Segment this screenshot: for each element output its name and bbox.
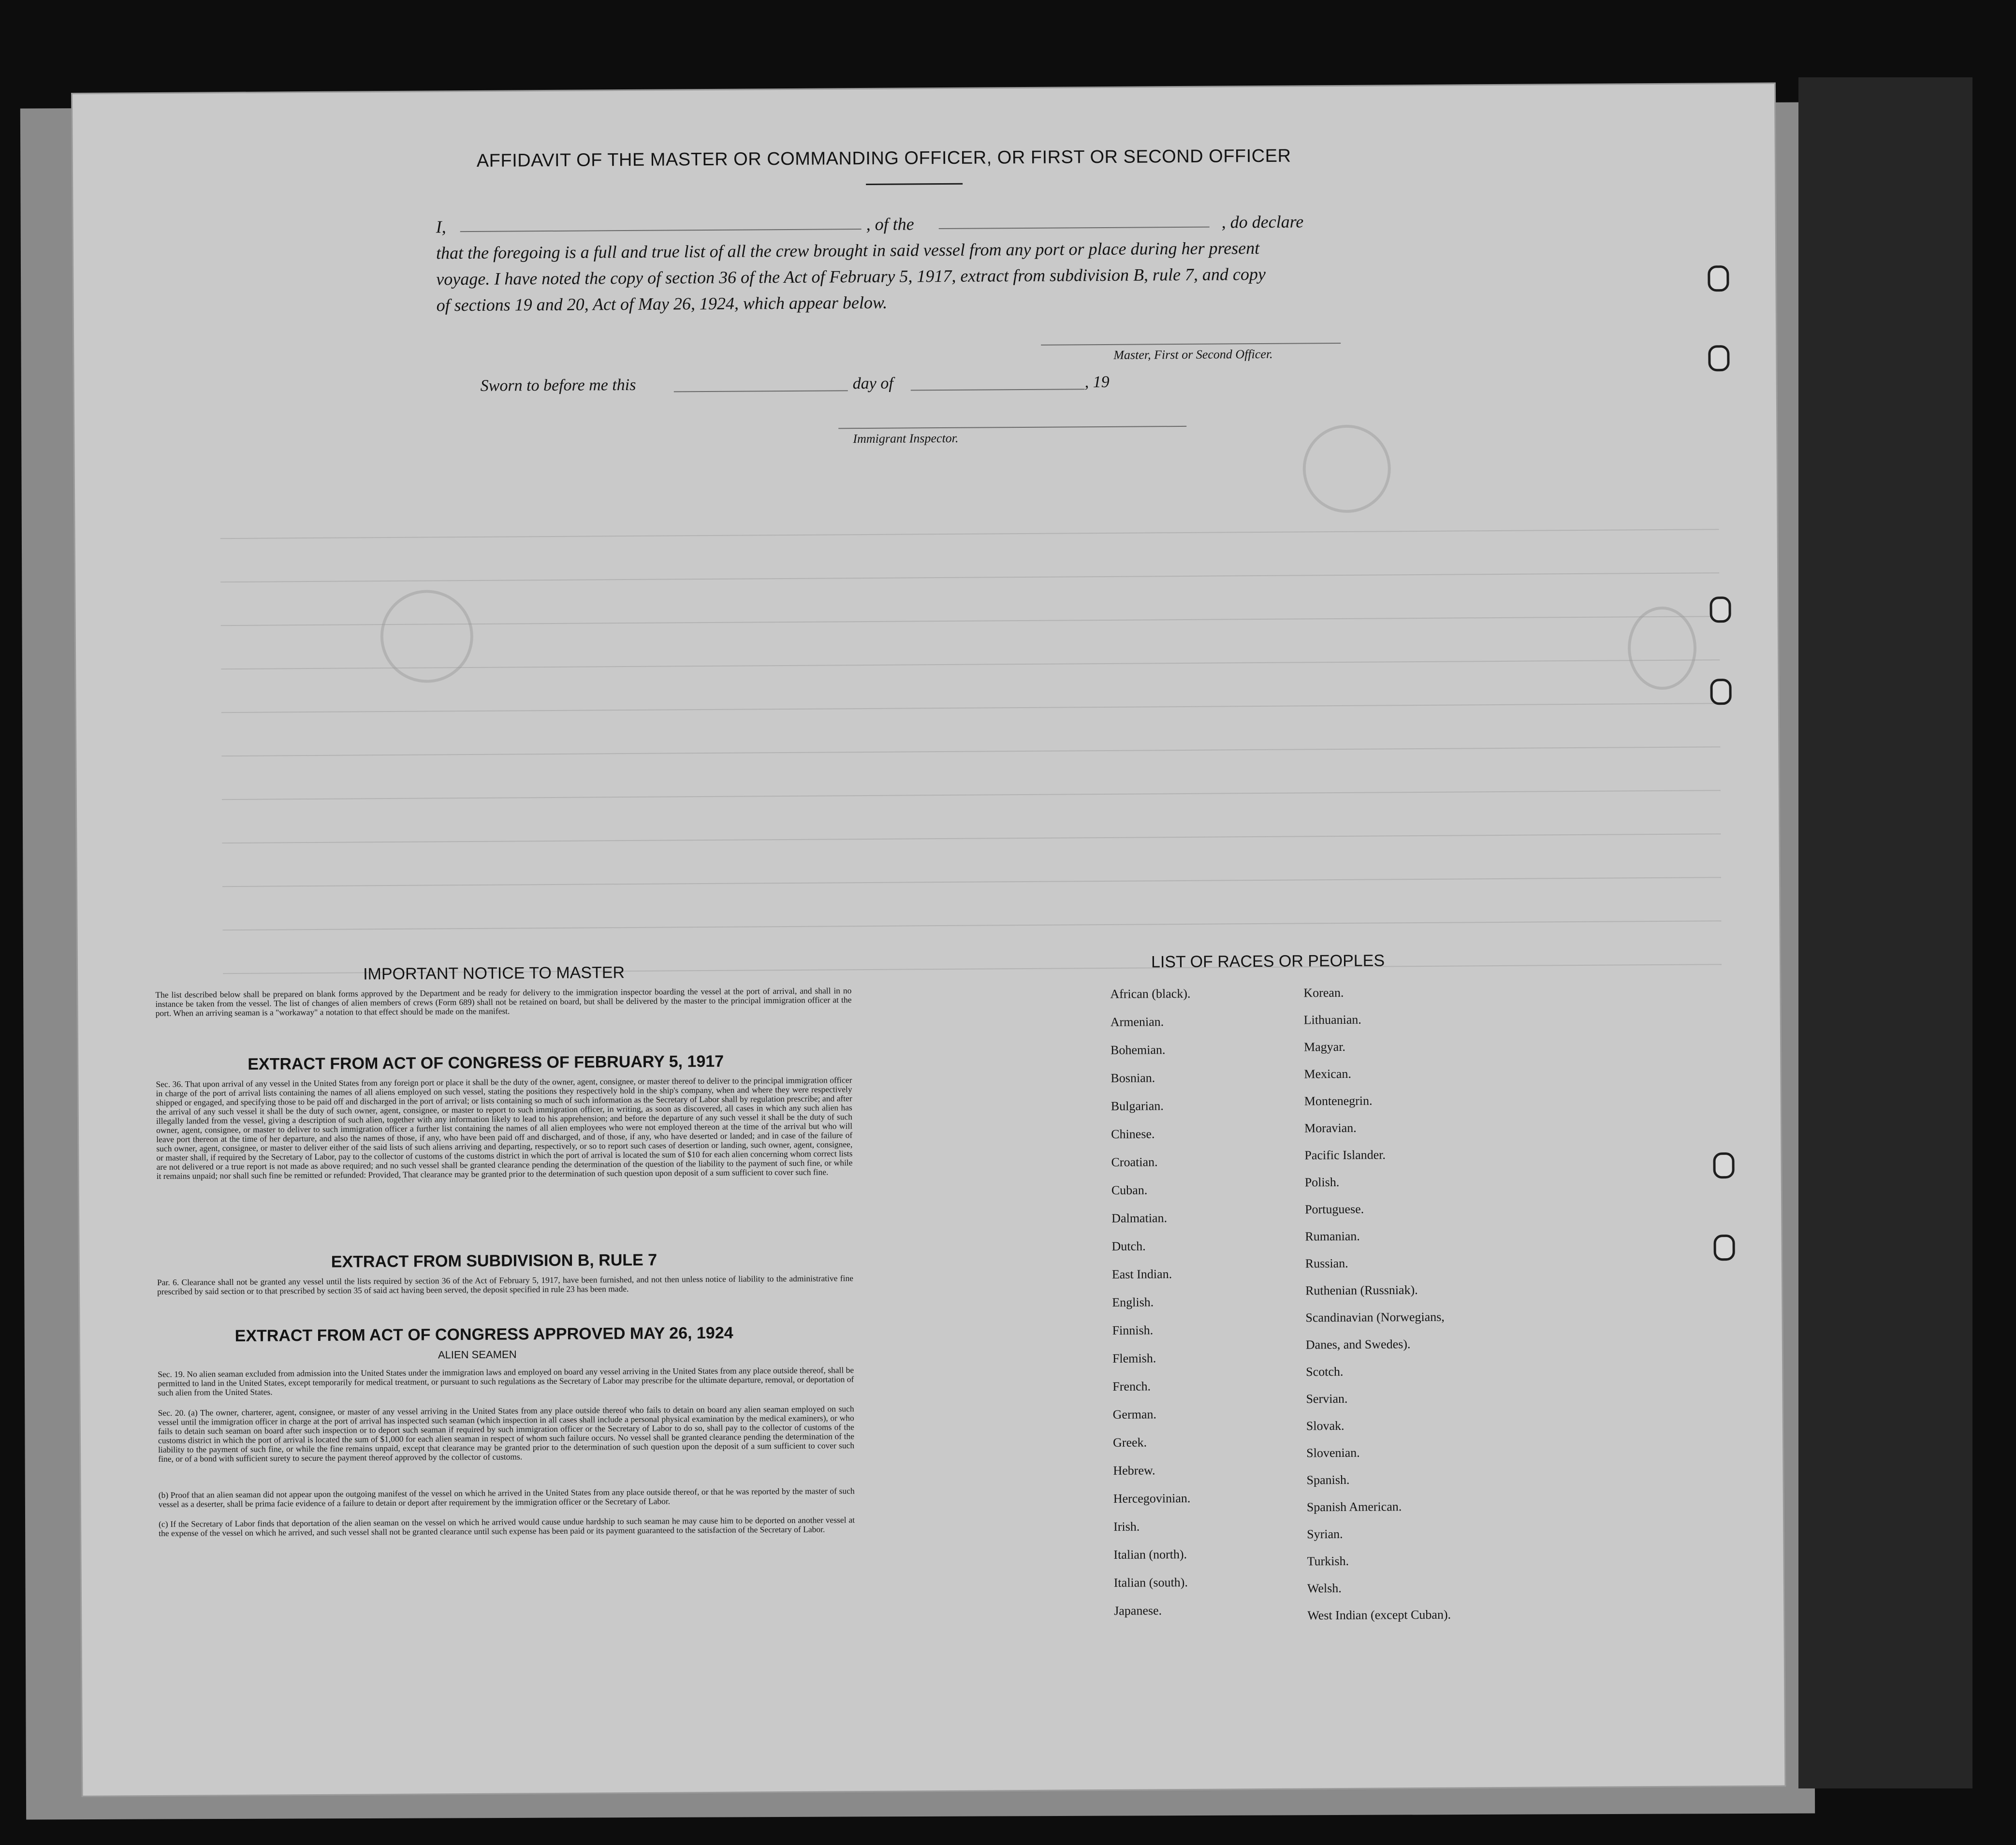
- inspector-label: Immigrant Inspector.: [853, 431, 959, 446]
- race-item: Italian (south).: [1113, 1575, 1188, 1590]
- punch-hole: [1713, 1152, 1734, 1178]
- bleed-rule: [221, 746, 1720, 756]
- race-item: Lithuanian.: [1303, 1012, 1361, 1027]
- race-item: Montenegrin.: [1304, 1093, 1373, 1108]
- bleed-rule: [222, 790, 1721, 800]
- race-item: Japanese.: [1114, 1603, 1162, 1618]
- race-item: Cuban.: [1111, 1183, 1148, 1197]
- race-item: Pacific Islander.: [1304, 1148, 1386, 1162]
- extract-1924-sec19: Sec. 19. No alien seaman excluded from admission into the United States under the immigration laws and employed on board any vessel arriving in the United States from any place outside thereof, shall be permitted to land in the United States, except temporarily for medical treatment, or pursuant to such regulations as the Secretary of Labor may prescribe for the ultimate departure, removal, or deportation of such alien from the United States.: [158, 1365, 854, 1397]
- race-item: Croatian.: [1111, 1155, 1158, 1169]
- race-item: Finnish.: [1112, 1323, 1154, 1337]
- rule7-heading: EXTRACT FROM SUBDIVISION B, RULE 7: [331, 1250, 657, 1271]
- race-item: Ruthenian (Russniak).: [1305, 1283, 1418, 1298]
- month-blank: [911, 389, 1085, 391]
- sworn-text: Sworn to before me this: [480, 376, 636, 395]
- scan-background-strip: [1798, 77, 1972, 1788]
- extract-1924-heading: EXTRACT FROM ACT OF CONGRESS APPROVED MAY 26, 1924: [234, 1323, 733, 1345]
- affidavit-title: AFFIDAVIT OF THE MASTER OR COMMANDING OFFICER, OR FIRST OR SECOND OFFICER: [476, 145, 1291, 171]
- race-item: Bosnian.: [1110, 1071, 1155, 1085]
- bleed-rule: [222, 833, 1721, 843]
- punch-hole: [1713, 1235, 1735, 1261]
- race-item: Flemish.: [1112, 1351, 1156, 1366]
- affidavit-line3: voyage. I have noted the copy of section 36 of the Act of February 5, 1917, extract from subdivision B, rule 7, and copy: [436, 264, 1266, 289]
- bleed-stamp: [1302, 424, 1391, 513]
- affidavit-line2: that the foregoing is a full and true list of all the crew brought in said vessel from any port or place during her present: [436, 238, 1260, 263]
- alien-seamen-subheading: ALIEN SEAMEN: [438, 1348, 517, 1361]
- title-rule: [866, 183, 963, 185]
- notice-heading: IMPORTANT NOTICE TO MASTER: [363, 963, 625, 984]
- race-item: Spanish.: [1306, 1472, 1350, 1487]
- race-item: Syrian.: [1307, 1527, 1343, 1541]
- master-label: Master, First or Second Officer.: [1113, 347, 1273, 362]
- bleed-rule: [223, 920, 1722, 930]
- race-item: Bulgarian.: [1110, 1099, 1164, 1113]
- punch-hole: [1709, 596, 1731, 623]
- bleed-rule: [220, 529, 1719, 539]
- race-item: Dalmatian.: [1111, 1211, 1168, 1225]
- race-item: West Indian (except Cuban).: [1307, 1607, 1451, 1623]
- extract-1924-sec20b: (b) Proof that an alien seaman did not appear upon the outgoing manifest of the vessel on which he arrived in the United States from any place outside thereof, or that he was reported by the master of such vessel as a deserter, shall be prima facie evidence of a failure to detain or deport after requirement by the immigration officer or the Secretary of Labor.: [158, 1486, 855, 1509]
- race-item: Slovenian.: [1306, 1445, 1360, 1460]
- extract-1924-sec20c: (c) If the Secretary of Labor finds that deportation of the alien seaman on the vessel on which he arrived would cause undue hardship to such seaman he may cause him to be deported on another vessel at the expense of the vessel on which he arrived, and such vessel shall not be granted clearance until such expense has been paid or its payment guaranteed to the satisfaction of the Secretary of Labor.: [159, 1515, 855, 1538]
- race-item: Slovak.: [1306, 1418, 1344, 1433]
- rule7-text: Par. 6. Clearance shall not be granted any vessel until the lists required by section 36 of the Act of February 5, 1917, have been furnished, and not then unless notice of liability to the administrative fine prescribed by said section or to that prescribed by section 35 of said act having been served, the deposit specified in rule 23 has been made.: [157, 1273, 854, 1296]
- bleed-rule: [221, 703, 1720, 713]
- race-item: Scandinavian (Norwegians,: [1305, 1309, 1445, 1325]
- race-item: Moravian.: [1304, 1120, 1357, 1135]
- race-item: Scotch.: [1306, 1364, 1344, 1379]
- race-item: Irish.: [1113, 1519, 1140, 1534]
- bleed-stamp: [380, 590, 473, 683]
- bleed-stamp: [1628, 607, 1697, 690]
- race-item: Bohemian.: [1110, 1043, 1166, 1057]
- race-item: Servian.: [1306, 1391, 1348, 1406]
- race-item: Portuguese.: [1305, 1202, 1364, 1217]
- punch-hole: [1710, 679, 1731, 705]
- race-item: French.: [1112, 1379, 1151, 1394]
- race-item: Italian (north).: [1113, 1547, 1187, 1562]
- name-blank: [460, 229, 862, 232]
- race-item: Welsh.: [1307, 1581, 1342, 1596]
- affidavit-declare: , do declare: [1221, 212, 1304, 232]
- day-of: day of: [852, 374, 893, 393]
- punch-hole: [1708, 265, 1729, 291]
- race-item: Hercegovinian.: [1113, 1491, 1191, 1506]
- manifest-page-verso: [73, 84, 1784, 1795]
- race-item: Rumanian.: [1305, 1229, 1360, 1244]
- race-item: German.: [1112, 1407, 1157, 1422]
- notice-text: The list described below shall be prepared on blank forms approved by the Department and be ready for delivery to the immigration inspector boarding the vessel at the port of arrival, and shall in no instance be taken from the vessel. The list of changes of alien members of crews (Form 689) shall not be retained on board, but shall be delivered by the master to the principal immigration officer at the port. When an arriving seaman is a "workaway" a notation to that effect should be made on the manifest.: [155, 986, 852, 1018]
- bleed-rule: [222, 877, 1721, 887]
- race-item: Spanish American.: [1306, 1499, 1402, 1514]
- race-item: Dutch.: [1111, 1239, 1146, 1253]
- race-item: Russian.: [1305, 1256, 1348, 1271]
- affidavit-i: I,: [436, 217, 446, 237]
- bleed-rule: [220, 572, 1719, 582]
- affidavit-of-the: , of the: [866, 214, 914, 234]
- inspector-blank: [838, 426, 1186, 429]
- extract-1924-sec20a: Sec. 20. (a) The owner, charterer, agent, consignee, or master of any vessel arriving in the United States from any place outside thereof who fails to detain on board any alien seaman employed on such vessel until the immigration officer in charge at the port of arrival has inspected such seaman (which inspection in all cases shall include a personal physical examination by the medical examiners), or who fails to detain such seaman on board after such inspection or to deport such seaman if required by such immigration officer or the Secretary of Labor to do so, shall pay to the collector of customs of the customs district in which the port of arrival is located the sum of $1,000 for each alien seaman in respect of whom such failure occurs. No vessel shall be granted clearance pending the determination of the liability to the payment of such fine, or while the fine remains unpaid, except that clearance may be granted prior to the determination of such question upon the deposit of a sum sufficient to cover such fine, or of a bond with sufficient surety to secure the payment thereof approved by the collector of customs.: [158, 1404, 855, 1464]
- race-item: Mexican.: [1304, 1066, 1351, 1081]
- race-item: Greek.: [1112, 1435, 1147, 1450]
- vessel-blank: [939, 227, 1210, 229]
- race-item: Magyar.: [1303, 1039, 1346, 1054]
- signature-blank: [1041, 343, 1341, 346]
- race-item: Hebrew.: [1113, 1463, 1155, 1478]
- punch-hole: [1708, 345, 1729, 371]
- race-item: Armenian.: [1110, 1015, 1164, 1029]
- affidavit-line4: of sections 19 and 20, Act of May 26, 1924, which appear below.: [436, 292, 888, 315]
- race-item: African (black).: [1110, 986, 1191, 1001]
- races-heading: LIST OF RACES OR PEOPLES: [1151, 951, 1385, 972]
- race-item: Polish.: [1304, 1175, 1340, 1190]
- race-item: Danes, and Swedes).: [1305, 1337, 1411, 1352]
- race-item: Korean.: [1303, 985, 1344, 1000]
- race-item: East Indian.: [1111, 1267, 1172, 1281]
- race-item: Turkish.: [1307, 1554, 1349, 1569]
- day-blank: [674, 390, 848, 392]
- extract-1917-text: Sec. 36. That upon arrival of any vessel in the United States from any foreign port or place it shall be the duty of the owner, agent, consignee, or master thereof to deliver to the principal immigration officer in charge of the port of arrival lists containing the names of all aliens employed on such vessel, stating the positions they respectively hold in the ship's company, when and where they were respectively shipped or engaged, and specifying those to be paid off and discharged in the port of arrival; or lists containing so much of such information as the Secretary of Labor shall by regulation prescribe; and after the arrival of any such vessel it shall be the duty of such owner, agent, consignee, or master to report to such immigration officer, in writing, as soon as discovered, all cases in which any such alien has illegally landed from the vessel, giving a description of such alien, together with any information likely to lead to his apprehension; and before the departure of any such vessel it shall be the duty of such owner, agent, consignee, or master to deliver to such immigration officer a further list containing the names of all alien employees who were not employed thereon at the time of the arrival but who will leave port thereon at the time of her departure, and also the names of those, if any, who have been paid off and discharged, and of those, if any, who have deserted or landed; and in case of the failure of such owner, agent, consignee, or master to deliver either of the said lists of such aliens arriving and departing, respectively, or so to report such cases of desertion or landing, such owner, agent, consignee, or master shall, if required by the Secretary of Labor, pay to the collector of customs of the customs district in which the port of arrival is located the sum of $10 for each alien concerning whom correct lists are not delivered or a true report is not made as above required; and no such vessel shall be granted clearance pending the determination of the question of the liability to the payment of such fine, or while it remains unpaid; nor shall such fine be remitted or refunded: Provided, That clearance may be granted prior to the determination of such question upon deposit of a sum sufficient to cover such fine.: [156, 1075, 853, 1181]
- extract-1917-heading: EXTRACT FROM ACT OF CONGRESS OF FEBRUARY 5, 1917: [248, 1052, 724, 1074]
- year-prefix: , 19: [1084, 373, 1110, 392]
- race-item: English.: [1112, 1295, 1154, 1309]
- race-item: Chinese.: [1111, 1127, 1155, 1141]
